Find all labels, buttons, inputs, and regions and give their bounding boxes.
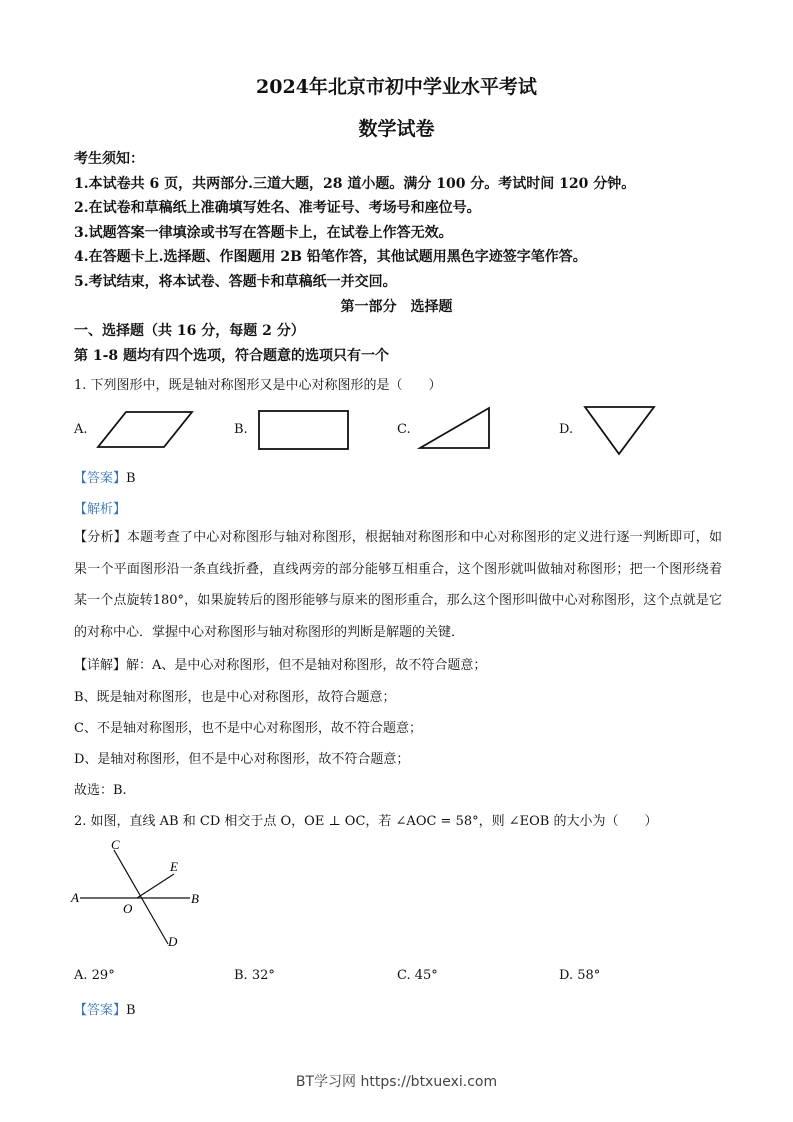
q1-detail-line-4: D、是轴对称图形，但不是中心对称图形，故不符合题意； — [74, 752, 410, 767]
notice-item-2: 2.在试卷和草稿纸上准确填写姓名、准考证号、考场号和座位号。 — [74, 200, 481, 216]
right-triangle-figure — [418, 406, 494, 452]
analysis-tag: 【解析】 — [74, 502, 127, 517]
label-e: E — [170, 859, 178, 874]
detail-text: 解：A、是中心对称图形，但不是轴对称图形，故不符合题意； — [126, 658, 487, 673]
label-a: A — [71, 890, 79, 905]
section-heading: 一、选择题（共 16 分，每题 2 分） — [74, 323, 305, 339]
exam-subtitle: 数学试卷 — [358, 118, 435, 140]
q2-option-d: D. 58° — [559, 968, 601, 983]
question-2-stem: 2. 如图，直线 AB 和 CD 相交于点 O，OE ⊥ OC，若 ∠AOC = 58°，则 ∠EOB 的大小为（ ） — [74, 814, 658, 829]
intersecting-lines-figure — [70, 838, 210, 953]
answer-value: B — [126, 1003, 136, 1018]
notice-heading: 考生须知： — [74, 151, 144, 167]
answer-value: B — [126, 471, 136, 486]
label-d: D — [168, 934, 178, 949]
detail-tag: 【详解】 — [74, 658, 127, 673]
part-heading: 第一部分 选择题 — [340, 299, 453, 315]
answer-tag: 【答案】 — [74, 471, 127, 486]
inverted-triangle-figure — [583, 404, 657, 458]
q1-detail-line-2: B、既是轴对称图形，也是中心对称图形，故符合题意； — [74, 690, 396, 705]
q2-option-c: C. 45° — [397, 968, 438, 983]
fenxi-tag: 【分析】 — [74, 530, 127, 545]
q1-detail-line-1 — [74, 654, 486, 673]
q1-detail-line-3: C、不是轴对称图形，也不是中心对称图形，故不符合题意； — [74, 721, 422, 736]
q2-option-a: A. 29° — [74, 968, 115, 983]
notice-item-4: 4.在答题卡上.选择题、作图题用 2B 铅笔作答，其他试题用黑色字迹签字笔作答。 — [74, 249, 587, 265]
q1-detail-line-5: 故选：B. — [74, 783, 127, 798]
q2-option-b: B. 32° — [234, 968, 275, 983]
question-1-stem: 1. 下列图形中，既是轴对称图形又是中心对称图形的是（ ） — [74, 378, 442, 393]
q1-answer — [74, 467, 136, 486]
q1-analysis-paragraph — [74, 522, 722, 648]
section-instruction: 第 1-8 题均有四个选项，符合题意的选项只有一个 — [74, 348, 390, 364]
q2-answer — [74, 999, 136, 1018]
rectangle-figure — [256, 408, 352, 452]
label-o: O — [123, 901, 133, 916]
label-b: B — [191, 891, 199, 906]
notice-item-5: 5.考试结束，将本试卷、答题卡和草稿纸一并交回。 — [74, 274, 397, 290]
exam-title: 2024年北京市初中学业水平考试 — [256, 76, 537, 98]
notice-item-1: 1.本试卷共 6 页，共两部分.三道大题，28 道小题。满分 100 分。考试时间 120 分钟。 — [74, 176, 636, 192]
q1-option-d-label: D. — [559, 422, 574, 437]
footer-watermark: BT学习网 https://btxuexi.com — [295, 1074, 498, 1090]
q1-option-a-label: A. — [74, 422, 88, 437]
fenxi-text: 本题考查了中心对称图形与轴对称图形，根据轴对称图形和中心对称图形的定义进行逐一判断即可，如果一个平面图形沿一条直线折叠，直线两旁的部分能够互相重合，这个图形就叫做轴对称图形；把一个图形绕着某一个点旋转180°，如果旋转后的图形能够与原来的图形重合，那么这个图形叫做中心对称图形，这个点就是它的对称中心．掌握中心对称图形与轴对称图形的判断是解题的关键． — [74, 530, 722, 640]
q1-analysis-tag — [74, 498, 126, 517]
q1-option-c-label: C. — [397, 422, 411, 437]
parallelogram-figure — [96, 410, 196, 450]
notice-item-3: 3.试题答案一律填涂或书写在答题卡上，在试卷上作答无效。 — [74, 225, 453, 241]
q1-option-b-label: B. — [234, 422, 248, 437]
label-c: C — [111, 837, 120, 852]
answer-tag: 【答案】 — [74, 1003, 127, 1018]
